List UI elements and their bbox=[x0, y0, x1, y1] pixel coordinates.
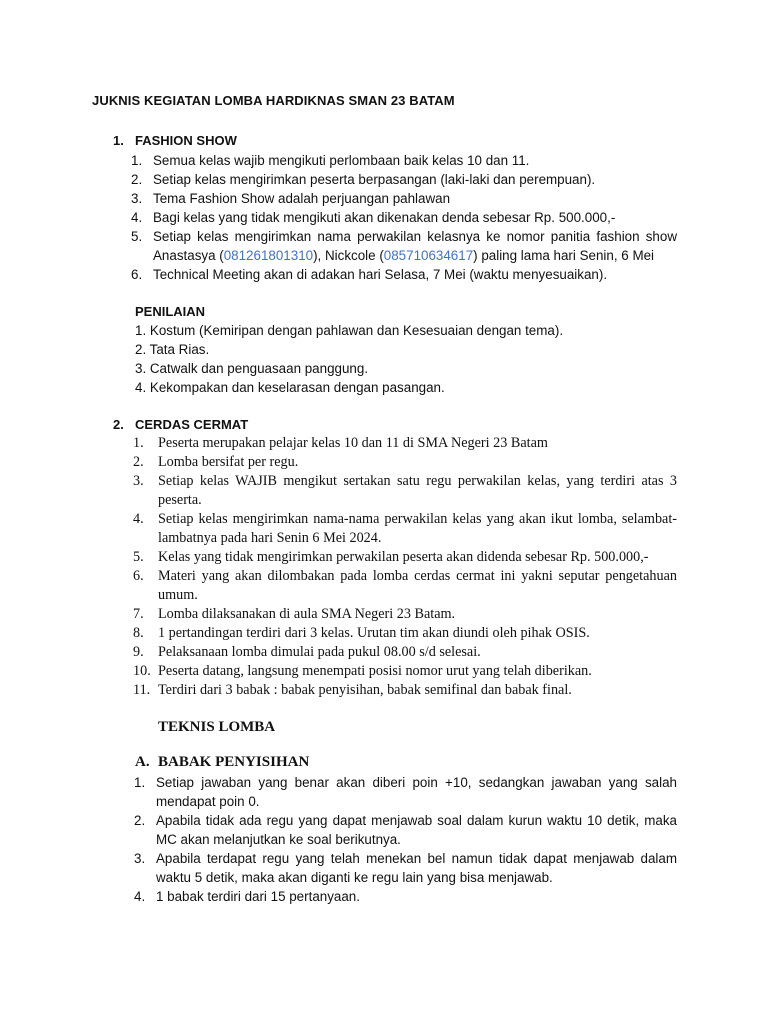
list-item: 10. Peserta datang, langsung menempati posisi nomor urut yang telah diberikan. bbox=[133, 663, 592, 679]
section-heading-cerdas-cermat bbox=[113, 417, 248, 432]
list-item: 4. 1 babak terdiri dari 15 pertanyaan. bbox=[134, 889, 360, 904]
list-item: 2. Lomba bersifat per regu. bbox=[133, 454, 299, 470]
teknis-lomba-heading: TEKNIS LOMBA bbox=[158, 719, 276, 735]
list-item: 5. Setiap kelas mengirimkan nama perwakilan kelasnya ke nomor panitia fashion show Anastasya (081261801310), Nickcole (085710634617) paling lama hari Senin, 6 Mei bbox=[131, 229, 677, 263]
list-item: 8. 1 pertandingan terdiri dari 3 kelas. Urutan tim akan diundi oleh pihak OSIS. bbox=[133, 625, 590, 641]
list-item: 4. Bagi kelas yang tidak mengikuti akan dikenakan denda sebesar Rp. 500.000,- bbox=[131, 210, 616, 225]
list-item: 7. Lomba dilaksanakan di aula SMA Negeri 23 Batam. bbox=[133, 606, 456, 622]
list-item: 4. Setiap kelas mengirimkan nama-nama perwakilan kelas yang akan ikut lomba, selambat-lambatnya pada hari Senin 6 Mei 2024. bbox=[133, 511, 677, 546]
babak-penyisihan-rules bbox=[134, 773, 677, 906]
list-item: 3. Setiap kelas WAJIB mengikut sertakan satu regu perwakilan kelas, yang terdiri atas 3 peserta. bbox=[133, 473, 677, 508]
list-item: 9. Pelaksanaan lomba dimulai pada pukul 08.00 s/d selesai. bbox=[133, 644, 481, 660]
phone-link-nickcole[interactable]: 085710634617 bbox=[383, 248, 474, 263]
list-item: 5. Kelas yang tidak mengirimkan perwakilan peserta akan didenda sebesar Rp. 500.000,- bbox=[133, 549, 649, 565]
penilaian-list bbox=[135, 321, 563, 397]
list-item: 3. Tema Fashion Show adalah perjuangan pahlawan bbox=[131, 191, 451, 206]
phone-link-anastasya[interactable]: 081261801310 bbox=[223, 248, 314, 263]
list-item: 4. Kekompakan dan keselarasan dengan pasangan. bbox=[135, 380, 445, 395]
cerdas-cermat-rules bbox=[133, 434, 677, 700]
babak-penyisihan-heading bbox=[135, 754, 309, 771]
list-item: 6. Technical Meeting akan di adakan hari Selasa, 7 Mei (waktu menyesuaikan). bbox=[131, 267, 608, 282]
list-item: 1. Semua kelas wajib mengikuti perlombaan baik kelas 10 dan 11. bbox=[131, 153, 530, 168]
section-title: CERDAS CERMAT bbox=[135, 417, 249, 432]
list-item: 2. Apabila tidak ada regu yang dapat menjawab soal dalam kurun waktu 10 detik, maka MC akan melanjutkan ke soal berikutnya. bbox=[134, 813, 677, 847]
list-item: 2. Tata Rias. bbox=[135, 342, 210, 357]
penilaian-heading: PENILAIAN bbox=[135, 304, 206, 319]
fashion-show-rules bbox=[131, 151, 677, 284]
list-item: 6. Materi yang akan dilombakan pada lomba cerdas cermat ini yakni seputar pengetahuan umum. bbox=[133, 568, 677, 603]
babak-letter: A. bbox=[135, 754, 150, 770]
list-item: 3. Catwalk dan penguasaan panggung. bbox=[135, 361, 369, 376]
list-item: 2. Setiap kelas mengirimkan peserta berpasangan (laki-laki dan perempuan). bbox=[131, 172, 596, 187]
section-number: 1. bbox=[113, 133, 124, 148]
list-item: 1. Setiap jawaban yang benar akan diberi poin +10, sedangkan jawaban yang salah mendapat poin 0. bbox=[134, 775, 677, 809]
section-heading-fashion-show bbox=[113, 133, 237, 148]
list-item: 1. Kostum (Kemiripan dengan pahlawan dan Kesesuaian dengan tema). bbox=[135, 323, 564, 338]
section-number: 2. bbox=[113, 417, 124, 432]
document-title: JUKNIS KEGIATAN LOMBA HARDIKNAS SMAN 23 BATAM bbox=[92, 93, 455, 108]
list-item: 3. Apabila terdapat regu yang telah menekan bel namun tidak dapat menjawab dalam waktu 5 detik, maka akan diganti ke regu lain yang bisa menjawab. bbox=[134, 851, 677, 885]
list-item: 1. Peserta merupakan pelajar kelas 10 dan 11 di SMA Negeri 23 Batam bbox=[133, 435, 548, 451]
section-title: FASHION SHOW bbox=[135, 133, 237, 148]
list-item: 11. Terdiri dari 3 babak : babak penyisihan, babak semifinal dan babak final. bbox=[133, 682, 572, 698]
babak-title: BABAK PENYISIHAN bbox=[158, 754, 310, 770]
